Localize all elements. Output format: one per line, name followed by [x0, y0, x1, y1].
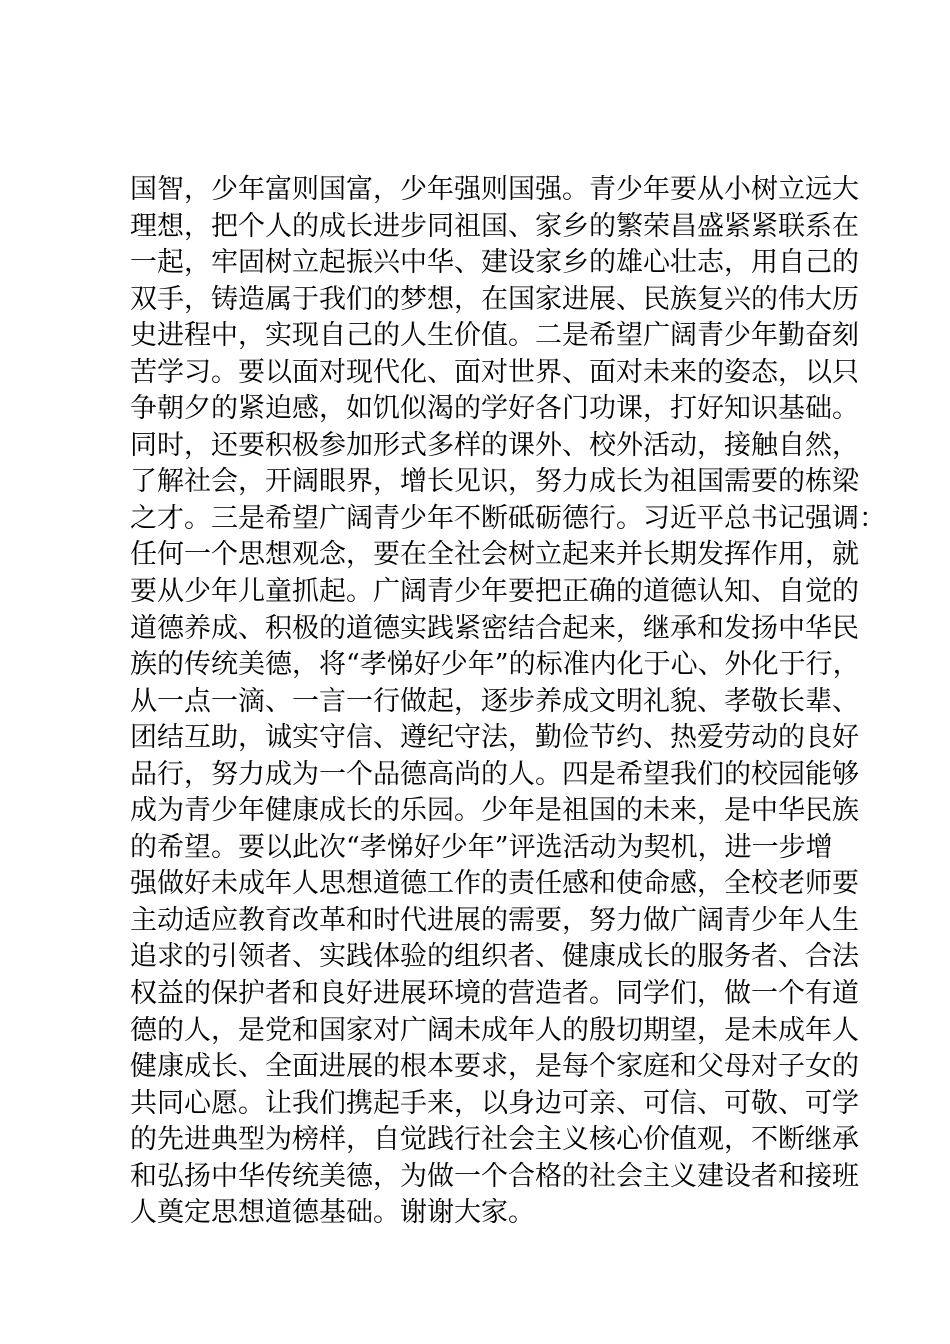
text-line: 苦学习。要以面对现代化、面对世界、面对未来的姿态，以只 [130, 356, 859, 388]
text-line: 理想，把个人的成长进步同祖国、家乡的繁荣昌盛紧紧联系在 [130, 210, 859, 242]
text-line: 了解社会，开阔眼界，增长见识，努力成长为祖国需要的栋梁 [130, 466, 859, 498]
text-line: 追求的引领者、实践体验的组织者、健康成长的服务者、合法 [130, 941, 859, 973]
text-line: 史进程中，实现自己的人生价值。二是希望广阔青少年勤奋刻 [130, 320, 859, 352]
text-line: 团结互助，诚实守信、遵纪守法，勤俭节约、热爱劳动的良好 [130, 722, 859, 754]
text-line: 健康成长、全面进展的根本要求，是每个家庭和父母对子女的 [130, 1051, 859, 1083]
text-line: 强做好未成年人思想道德工作的责任感和使命感，全校老师要 [130, 868, 859, 900]
text-line: 和弘扬中华传统美德，为做一个合格的社会主义建设者和接班 [130, 1160, 859, 1192]
text-line: 同时，还要积极参加形式多样的课外、校外活动，接触自然， [130, 429, 859, 461]
text-line: 主动适应教育改革和时代进展的需要，努力做广阔青少年人生 [130, 904, 859, 936]
text-line: 争朝夕的紧迫感，如饥似渴的学好各门功课，打好知识基础。 [130, 393, 859, 425]
text-line: 人奠定思想道德基础。谢谢大家。 [130, 1197, 535, 1229]
text-line: 道德养成、积极的道德实践紧密结合起来，继承和发扬中华民 [130, 612, 859, 644]
text-line: 权益的保护者和良好进展环境的营造者。同学们，做一个有道 [130, 978, 859, 1010]
text-line: 双手，铸造属于我们的梦想，在国家进展、民族复兴的伟大历 [130, 283, 859, 315]
text-line: 成为青少年健康成长的乐园。少年是祖国的未来，是中华民族 [130, 795, 859, 827]
text-line: 德的人，是党和国家对广阔未成年人的殷切期望，是未成年人 [130, 1014, 859, 1046]
text-line: 国智，少年富则国富，少年强则国强。青少年要从小树立远大 [130, 174, 859, 205]
text-line: 族的传统美德，将“孝悌好少年”的标准内化于心、外化于行， [130, 649, 860, 681]
text-line: 一起，牢固树立起振兴中华、建设家乡的雄心壮志，用自己的 [130, 247, 859, 279]
text-line: 之才。三是希望广阔青少年不断砥砺德行。习近平总书记强调： [130, 502, 886, 534]
body-paragraph [130, 172, 886, 1232]
text-line: 的希望。要以此次“孝悌好少年”评选活动为契机，进一步增 [130, 831, 833, 863]
text-line: 从一点一滴、一言一行做起，逐步养成文明礼貌、孝敬长辈、 [130, 685, 859, 717]
text-line: 的先进典型为榜样，自觉践行社会主义核心价值观，不断继承 [130, 1124, 859, 1156]
text-line: 要从少年儿童抓起。广阔青少年要把正确的道德认知、自觉的 [130, 576, 859, 608]
text-line: 共同心愿。让我们携起手来，以身边可亲、可信、可敬、可学 [130, 1087, 859, 1119]
text-line: 任何一个思想观念，要在全社会树立起来并长期发挥作用，就 [130, 539, 859, 571]
text-line: 品行，努力成为一个品德高尚的人。四是希望我们的校园能够 [130, 758, 859, 790]
